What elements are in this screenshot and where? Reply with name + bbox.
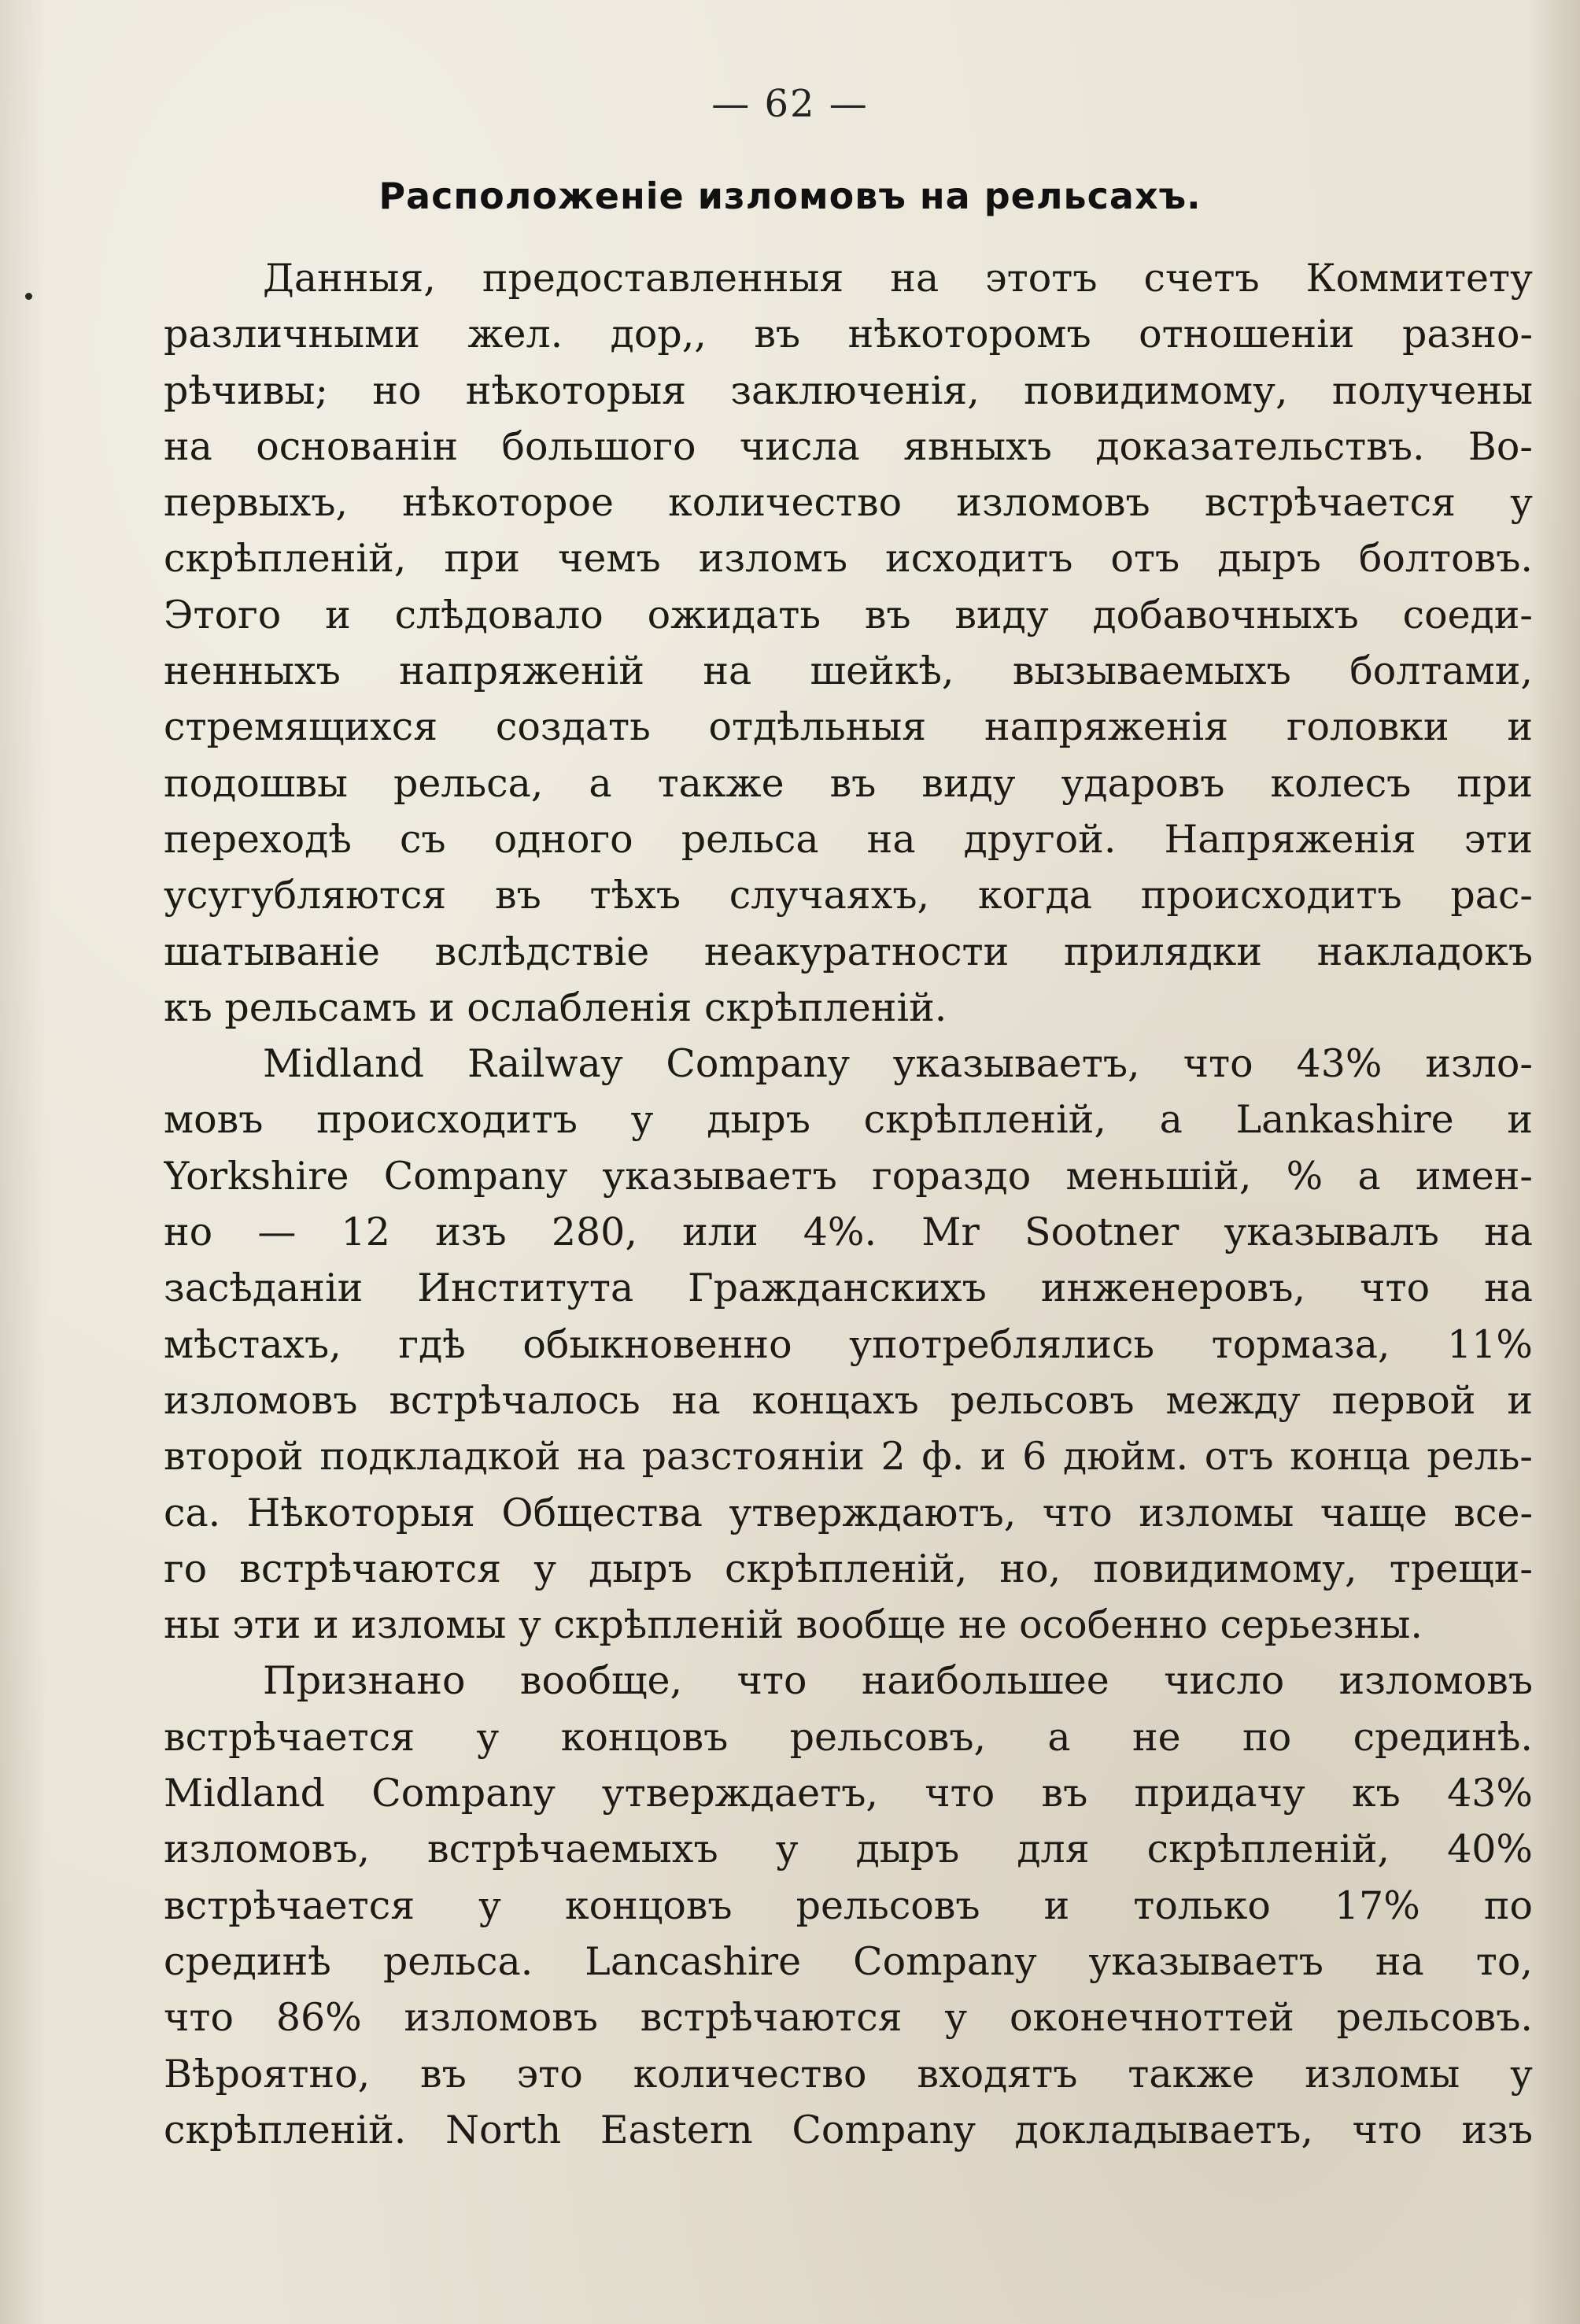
text-line: различными жел. дор,, въ нѣкоторомъ отношеніи разно-	[164, 312, 1533, 357]
text-line: го встрѣчаются у дыръ скрѣпленій, но, повидимому, трещи-	[164, 1546, 1533, 1591]
text-line: Yorkshire Company указываетъ гораздо меньшій, % а имен-	[164, 1153, 1533, 1199]
text-line: Этого и слѣдовало ожидать въ виду добавочныхъ соеди-	[164, 592, 1533, 637]
text-line: второй подкладкой на разстояніи 2 ф. и 6 дюйм. отъ конца рель-	[164, 1434, 1533, 1480]
text-line: засѣданіи Института Гражданскихъ инженеровъ, что на	[164, 1265, 1533, 1311]
text-line: ненныхъ напряженій на шейкѣ, вызываемыхъ болтами,	[164, 648, 1533, 694]
page-number: — 62 —	[711, 82, 869, 126]
ink-speck	[25, 293, 32, 300]
text-line: подошвы рельса, а также въ виду ударовъ колесъ при	[164, 760, 1533, 806]
text-line: Данныя, предоставленныя на этотъ счетъ Коммитету	[263, 256, 1533, 301]
text-line: скрѣпленій, при чемъ изломъ исходитъ отъ дыръ болтовъ.	[164, 536, 1533, 582]
text-line: что 86% изломовъ встрѣчаются у оконечноттей рельсовъ.	[164, 1995, 1533, 2041]
text-line: усугубляются въ тѣхъ случаяхъ, когда происходитъ рас-	[164, 873, 1533, 918]
text-line: Midland Railway Company указываетъ, что 43% изло-	[263, 1041, 1533, 1087]
text-line: на основанін большого числа явныхъ доказательствъ. Во-	[164, 423, 1533, 469]
text-line: первыхъ, нѣкоторое количество изломовъ встрѣчается у	[164, 480, 1533, 526]
text-line: мовъ происходитъ у дыръ скрѣпленій, а Lankashire и	[164, 1097, 1533, 1143]
section-heading: Расположеніе изломовъ на рельсахъ.	[378, 175, 1202, 217]
text-line: Признано вообще, что наибольшее число изломовъ	[263, 1658, 1533, 1704]
text-line: изломовъ, встрѣчаемыхъ у дыръ для скрѣпленій, 40%	[164, 1827, 1533, 1872]
text-line: къ рельсамъ и ослабленія скрѣпленій.	[164, 985, 947, 1030]
text-line: стремящихся создать отдѣльныя напряженія головки и	[164, 704, 1533, 750]
text-line: скрѣпленій. North Eastern Company докладываетъ, что изъ	[164, 2107, 1533, 2152]
text-line: мѣстахъ, гдѣ обыкновенно употреблялись тормаза, 11%	[164, 1321, 1533, 1367]
text-line: встрѣчается у концовъ рельсовъ и только 17% по	[164, 1882, 1533, 1928]
text-line: шатываніе вслѣдствіе неакуратности прилядки накладокъ	[164, 929, 1533, 974]
text-line: Midland Company утверждаетъ, что въ придачу къ 43%	[164, 1771, 1533, 1816]
text-line: но — 12 изъ 280, или 4%. Mr Sootner указывалъ на	[164, 1210, 1533, 1255]
text-line: ны эти и изломы у скрѣпленій вообще не особенно серьезны.	[164, 1602, 1423, 1648]
text-line: изломовъ встрѣчалось на концахъ рельсовъ между первой и	[164, 1377, 1533, 1423]
text-line: переходѣ съ одного рельса на другой. Напряженія эти	[164, 816, 1533, 862]
text-line: срединѣ рельса. Lancashire Company указываетъ на то,	[164, 1938, 1533, 1984]
body-text	[164, 250, 1533, 2158]
text-line: са. Нѣкоторыя Общества утверждаютъ, что изломы чаще все-	[164, 1490, 1533, 1535]
text-line: встрѣчается у концовъ рельсовъ, а не по срединѣ.	[164, 1714, 1533, 1760]
text-line: рѣчивы; но нѣкоторыя заключенія, повидимому, получены	[164, 368, 1533, 413]
text-line: Вѣроятно, въ это количество входятъ также изломы у	[164, 2051, 1533, 2097]
